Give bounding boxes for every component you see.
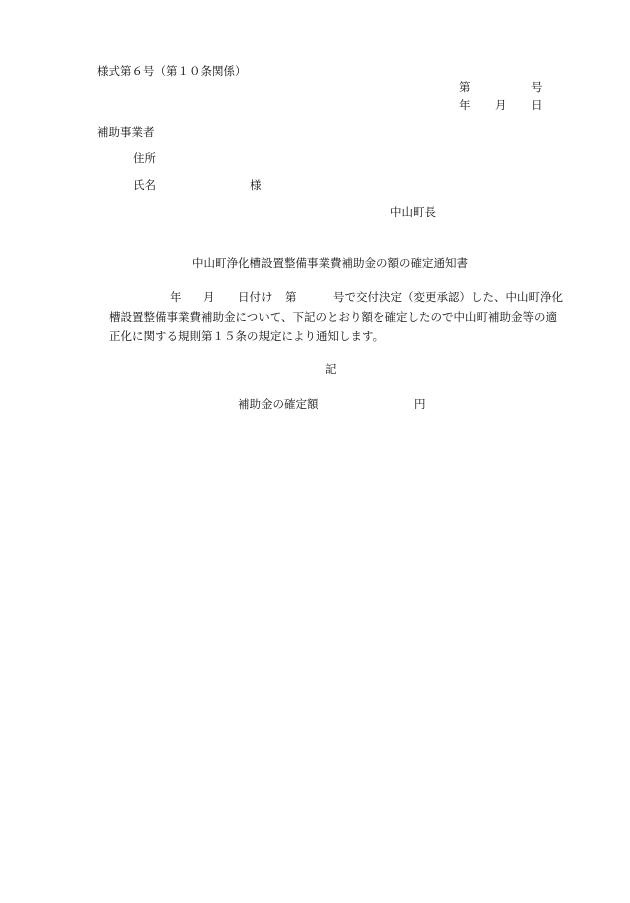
amount-unit: 円	[414, 399, 426, 411]
address-label: 住所	[133, 153, 156, 165]
recipient-heading: 補助事業者	[97, 127, 155, 139]
body-line3: 正化に関する規則第１５条の規定により通知します。	[109, 331, 385, 343]
issuer: 中山町長	[390, 207, 436, 219]
amount-label: 補助金の確定額	[238, 399, 319, 411]
document-title: 中山町浄化槽設置整備事業費補助金の額の確定通知書	[192, 258, 468, 270]
body-line1-text: 号で交付決定（変更承認）した、中山町浄化	[333, 292, 563, 304]
note-heading: 記	[325, 364, 337, 376]
date-year: 年	[459, 100, 471, 112]
date-day: 日	[531, 100, 543, 112]
honorific: 様	[250, 180, 262, 192]
name-label: 氏名	[133, 180, 156, 192]
date-month: 月	[495, 100, 507, 112]
body-year: 年	[170, 292, 182, 304]
body-line2: 槽設置整備事業費補助金について、下記のとおり額を確定したので中山町補助金等の適	[109, 312, 558, 324]
body-day: 日付け	[238, 292, 273, 304]
document-number-prefix: 第	[459, 82, 471, 94]
body-month: 月	[203, 292, 215, 304]
document-number-suffix: 号	[531, 82, 543, 94]
body-number-prefix: 第	[285, 292, 297, 304]
form-number: 様式第６号（第１０条関係）	[97, 66, 247, 78]
